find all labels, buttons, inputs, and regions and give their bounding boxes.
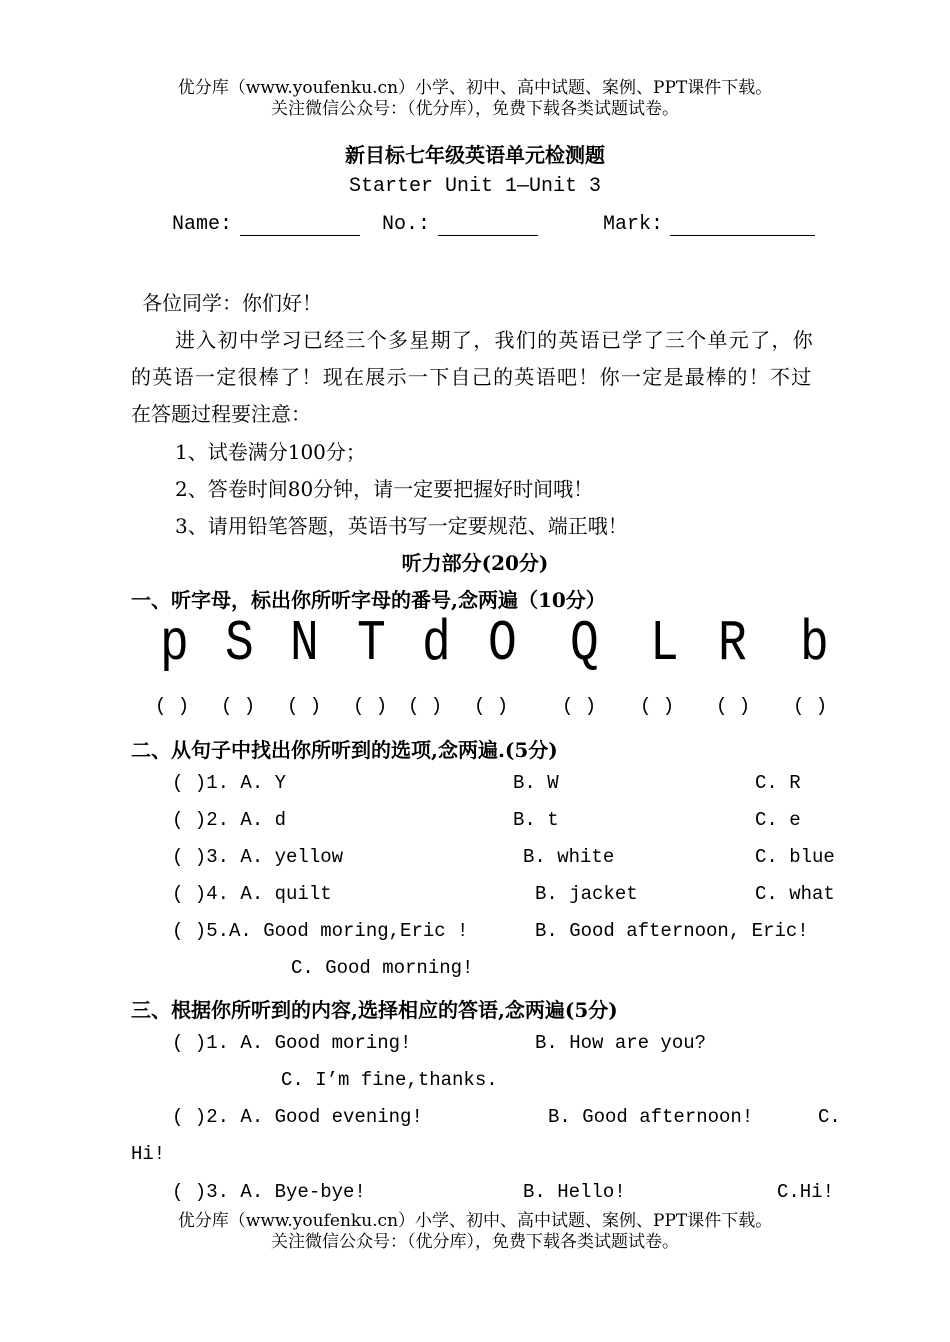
letter-b: b [800, 612, 829, 677]
note-2: 2、答卷时间80分钟，请一定要把握好时间哦！ [175, 477, 594, 501]
answer-paren-10[interactable]: ( ) [793, 695, 828, 717]
s3-q2: ( )2. A. Good evening! [172, 1106, 423, 1128]
s2-q3-c: C. blue [755, 846, 835, 868]
letter-T: T [357, 612, 386, 677]
s2-q2-b: B. t [513, 809, 559, 831]
s2-q2-c: C. e [755, 809, 801, 831]
s3-q1-c: C. I’m fine,thanks. [281, 1069, 498, 1091]
answer-paren-6[interactable]: ( ) [474, 695, 509, 717]
answer-paren-5[interactable]: ( ) [408, 695, 443, 717]
section-1-title: 一、听字母，标出你所听字母的番号,念两遍（10分） [131, 588, 606, 612]
no-blank[interactable] [438, 235, 538, 236]
s2-q3-b: B. white [523, 846, 615, 868]
mark-blank[interactable] [670, 235, 815, 236]
answer-paren-1[interactable]: ( ) [155, 695, 190, 717]
name-label: Name: [172, 213, 233, 236]
letter-p: p [160, 612, 189, 677]
s3-q3: ( )3. A. Bye-bye! [172, 1181, 366, 1203]
greeting: 各位同学：你们好！ [142, 291, 322, 315]
letter-Q: Q [570, 612, 599, 677]
answer-paren-7[interactable]: ( ) [562, 695, 597, 717]
answer-paren-8[interactable]: ( ) [640, 695, 675, 717]
listening-title: 听力部分(20分) [401, 551, 549, 575]
intro-line-3: 在答题过程要注意： [131, 402, 311, 426]
s2-q3: ( )3. A. yellow [172, 846, 344, 868]
s2-q5-c: C. Good morning! [291, 957, 474, 979]
answer-paren-4[interactable]: ( ) [353, 695, 388, 717]
header-line-2: 关注微信公众号：（优分库），免费下载各类试题试卷。 [271, 99, 679, 119]
no-label: No.: [382, 213, 431, 236]
s3-q2-b: B. Good afternoon! [548, 1106, 754, 1128]
s2-q4: ( )4. A. quilt [172, 883, 332, 905]
s2-q2: ( )2. A. d [172, 809, 287, 831]
page-subtitle: Starter Unit 1—Unit 3 [348, 175, 602, 198]
letter-O: O [488, 612, 517, 677]
s2-q1-b: B. W [513, 772, 559, 794]
s3-q3-c: C.Hi! [777, 1181, 835, 1203]
answer-paren-3[interactable]: ( ) [287, 695, 322, 717]
s2-q5-b: B. Good afternoon, Eric! [535, 920, 809, 942]
footer-line-2: 关注微信公众号：（优分库），免费下载各类试题试卷。 [271, 1232, 679, 1252]
intro-line-1: 进入初中学习已经三个多星期了，我们的英语已学了三个单元了，你 [175, 328, 814, 352]
s2-q1: ( )1. A. Y [172, 772, 287, 794]
s2-q5: ( )5.A. Good moring,Eric ! [172, 920, 469, 942]
section-2-title: 二、从句子中找出你所听到的选项,念两遍.(5分) [131, 738, 558, 762]
section-3-title: 三、根据你所听到的内容,选择相应的答语,念两遍(5分) [131, 998, 618, 1022]
letter-S: S [225, 612, 254, 677]
answer-paren-9[interactable]: ( ) [716, 695, 751, 717]
header-line-1: 优分库（www.youfenku.cn）小学、初中、高中试题、案例、PPT课件下载。 [177, 78, 773, 98]
intro-line-2: 的英语一定很棒了！现在展示一下自己的英语吧！你一定是最棒的！不过 [131, 365, 813, 389]
s3-q1-b: B. How are you? [535, 1032, 707, 1054]
footer-line-1: 优分库（www.youfenku.cn）小学、初中、高中试题、案例、PPT课件下载。 [177, 1211, 773, 1231]
answer-paren-2[interactable]: ( ) [221, 695, 256, 717]
s3-q2-c: C. [818, 1106, 841, 1128]
name-blank[interactable] [240, 235, 360, 236]
s3-q3-b: B. Hello! [523, 1181, 626, 1203]
s2-q1-c: C. R [755, 772, 801, 794]
s2-q4-c: C. what [755, 883, 835, 905]
letter-R: R [718, 612, 747, 677]
note-1: 1、试卷满分100分； [175, 440, 366, 464]
note-3: 3、请用铅笔答题，英语书写一定要规范、端正哦！ [175, 514, 628, 538]
mark-label: Mark: [603, 213, 664, 236]
letter-N: N [290, 612, 319, 677]
letter-L: L [650, 612, 679, 677]
s3-q1: ( )1. A. Good moring! [172, 1032, 412, 1054]
s3-q2-c-cont: Hi! [131, 1143, 166, 1165]
letter-d: d [422, 612, 451, 677]
s2-q4-b: B. jacket [535, 883, 638, 905]
page-title: 新目标七年级英语单元检测题 [345, 143, 605, 167]
